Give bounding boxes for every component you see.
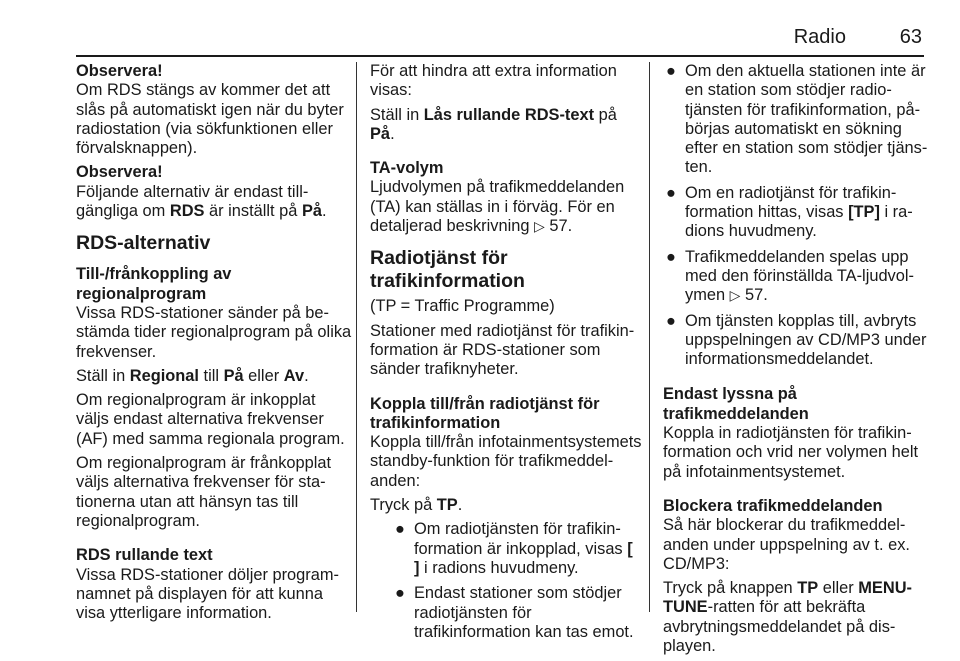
section-heading: RDS-alternativ [76,232,211,255]
subsection-heading: Blockera trafikmeddelanden [663,496,883,515]
list-item-text: Om radiotjänsten för trafikinformation är inkopplad, visas [414,520,628,558]
bullet-list [392,520,642,642]
list-item-text: Endast stationer som stödjer radiotjänsten för trafikinformation kan tas emot. [414,584,634,641]
list-item [663,248,929,306]
page-reference[interactable]: 57. [744,286,768,305]
header-rule [76,55,924,57]
note-text: Följande alternativ är endast tillgängliga om [76,182,309,221]
instruction-text: -ratten för att bekräfta avbrytningsmeddelandet på displayen. [663,598,896,656]
subsection-heading: Koppla till/från radiotjänst för trafikinformation [370,394,600,432]
bullet-icon: ● [666,247,676,266]
setting-value: På [301,202,323,221]
list-item-text: Om en radiotjänst för trafikinformation hittas, visas [685,183,897,222]
column-divider [649,62,650,612]
setting-name: Lås rullande RDS-text [423,105,595,124]
bullet-list [663,62,929,369]
paragraph: Så här blockerar du trafikmeddelanden under uppspelning av t. ex. CD/MP3: [663,516,910,573]
instruction [76,367,352,386]
instruction [370,106,642,145]
note-text: är inställt på [204,202,302,221]
list-item-text: Om tjänsten kopplas till, avbryts uppspelningen av CD/MP3 under informationsmeddelandet. [685,311,927,369]
instruction-text: Ställ in [76,366,130,385]
bullet-icon: ● [666,311,676,330]
paragraph: Koppla in radiotjänsten för trafikinformation och vrid ner volymen helt på infotainmentsystemet. [663,424,919,481]
page-reference-icon: ▷ [729,287,741,304]
paragraph: Om regionalprogram är inkopplat väljs endast alternativa frekvenser (AF) med samma regionala program. [76,391,345,448]
paragraph: Om regionalprogram är frånkopplat väljs alternativa frekvenser för stationerna utan att hänsyn tas till regionalprogram. [76,454,332,530]
setting-name: Regional [129,366,199,385]
display-symbol: [TP] [848,203,880,222]
column-1 [76,62,352,628]
paragraph: Stationer med radiotjänst för trafikinformation är RDS-stationer som sänder trafiknyheter. [370,321,635,379]
instruction-text: Tryck på knappen [663,579,798,598]
list-item [663,312,929,370]
control-name: MENU-TUNE [663,579,912,617]
list-item-text: Trafikmeddelanden spelas upp med den förinställda TA-ljudvolymen [685,247,914,305]
button-name: TP [436,496,458,515]
instruction-text: eller [818,579,859,598]
page-number: 63 [899,26,922,48]
bullet-icon: ● [666,62,676,80]
instruction [663,579,929,656]
subsection-heading: RDS rullande text [76,546,213,565]
section-heading: Radiotjänst för trafikinformation [370,247,525,293]
instruction-text: . [457,496,463,515]
page-reference[interactable]: 57. [549,217,573,236]
instruction-text: eller [243,366,284,385]
setting-value: Av [283,366,305,385]
setting-value: På [370,124,391,143]
instruction-text: Tryck på [370,496,437,515]
list-item-text: i radions huvudmeny. [685,203,913,241]
button-name: TP [797,579,819,598]
list-item-text: Om den aktuella stationen inte är en station som stödjer radiotjänsten för trafikinformation, påbörjas automatiskt en sökning efter en station som stödjer tjänsten. [685,62,928,177]
page-reference-icon: ▷ [534,218,545,235]
bullet-icon: ● [666,183,676,202]
column-2 [370,62,642,648]
paragraph: (TP = Traffic Programme) [370,297,555,316]
note-block [76,163,352,221]
list-item [392,584,642,642]
list-item [663,62,929,178]
paragraph: Koppla till/från infotainmentsystemets standby-funktion för trafikmeddelanden: [370,433,642,490]
note-text: Om RDS stängs av kommer det att slås på automatiskt igen när du byter radiostation (via sökfunktionen eller förvalsknappen). [76,81,344,158]
subsection-heading: TA-volym [370,159,444,178]
setting-value: På [223,366,244,385]
paragraph: Vissa RDS-stationer döljer programnamnet på displayen för att kunna visa ytterligare information. [76,565,339,623]
display-symbol: [ ] [414,539,633,577]
subsection-heading: Endast lyssna på trafikmeddelanden [663,385,809,423]
list-item-text: i radions huvudmeny. [419,558,579,577]
paragraph [370,178,642,236]
instruction [370,496,642,515]
bullet-icon: ● [395,520,405,539]
list-item [392,520,642,578]
note-block [76,62,352,158]
list-item [663,184,929,242]
instruction-text: . [390,124,395,143]
subsection-heading: Till-/frånkoppling av regionalprogram [76,265,232,303]
note-title: Observera! [76,62,163,80]
column-divider [356,62,357,612]
setting-name: RDS [169,202,205,221]
column-3 [663,62,929,661]
instruction-text: på [594,105,617,124]
bullet-icon: ● [395,584,405,603]
note-text: . [322,202,327,221]
instruction-text: till [198,366,224,385]
paragraph: Vissa RDS-stationer sänder på bestämda tider regionalprogram på olika frekvenser. [76,303,352,361]
paragraph: För att hindra att extra information visas: [370,62,617,100]
page-header [76,0,924,56]
chapter-title: Radio [793,26,846,48]
note-title: Observera! [76,163,163,182]
instruction-text: Ställ in [370,105,424,124]
instruction-text: . [304,366,309,385]
paragraph-text: Ljudvolymen på trafikmeddelanden (TA) kan ställas in i förväg. För en detaljerad beskrivning [370,178,625,236]
